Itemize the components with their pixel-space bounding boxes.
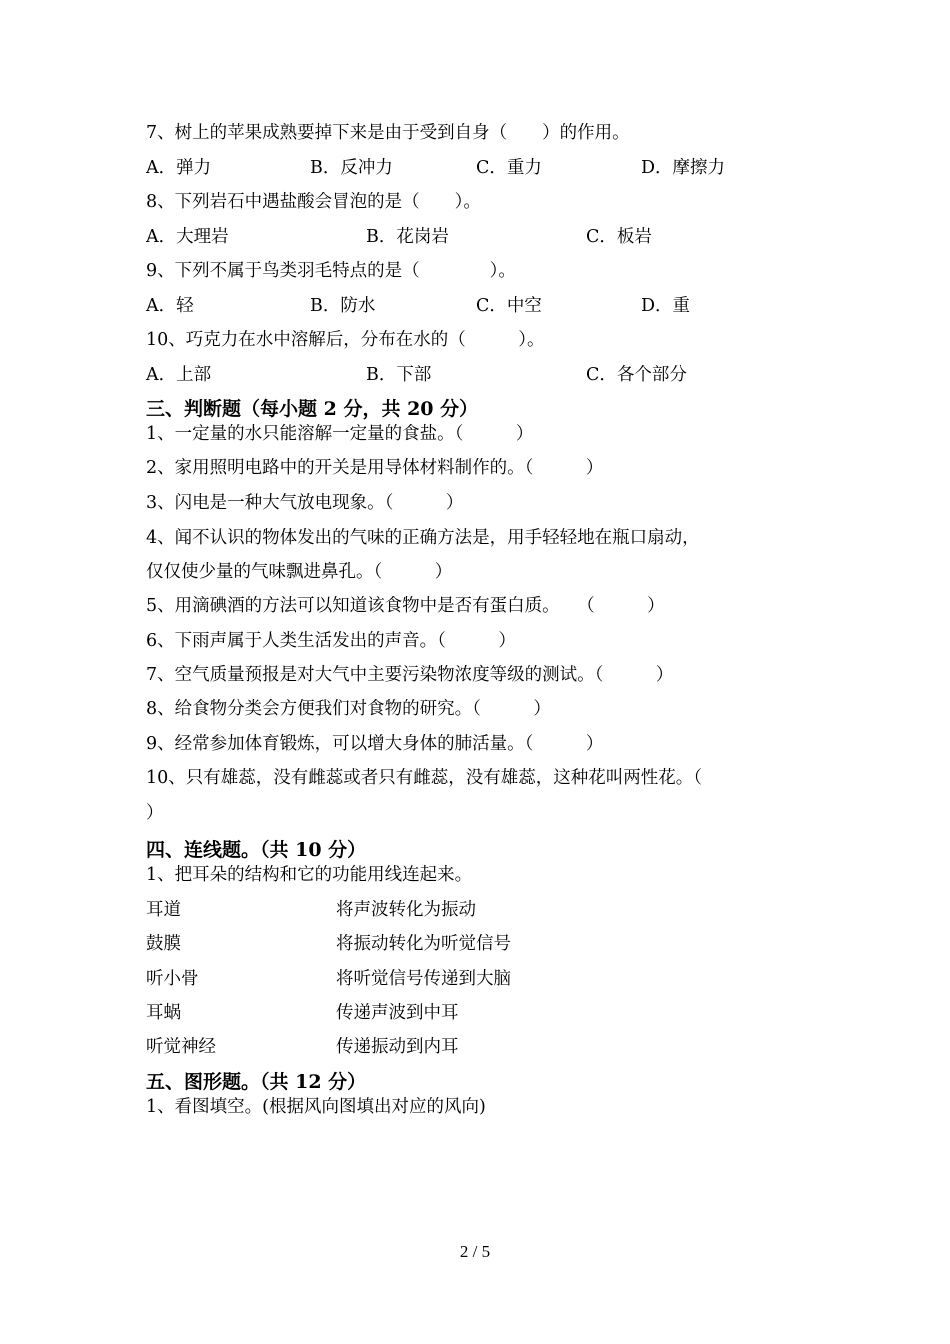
section-5-heading: 五、图形题。（共 12 分）: [146, 1071, 367, 1093]
matching-right-item: 传递振动到内耳: [336, 1037, 459, 1057]
question-7-option-d: D．摩擦力: [641, 158, 726, 178]
question-10-option-b: B．下部: [366, 365, 432, 385]
question-10-stem: 10、巧克力在水中溶解后，分布在水的（ ）。: [146, 330, 545, 350]
question-9-option-b: B．防水: [310, 296, 376, 316]
judge-item-1: 1、一定量的水只能溶解一定量的食盐。（ ）: [146, 424, 534, 444]
question-9-option-c: C．中空: [476, 296, 542, 316]
judge-item-9: 9、经常参加体育锻炼，可以增大身体的肺活量。（ ）: [146, 734, 604, 754]
judge-item-5: 5、用滴碘酒的方法可以知道该食物中是否有蛋白质。 （ ）: [146, 596, 665, 616]
question-7-option-b: B．反冲力: [310, 158, 393, 178]
section-4-heading: 四、连线题。（共 10 分）: [146, 839, 367, 861]
judge-item-4-line-2: 仅仅使少量的气味飘进鼻孔。（ ）: [146, 562, 453, 582]
question-7-option-a: A．弹力: [146, 158, 212, 178]
question-9-option-d: D．重: [641, 296, 691, 316]
matching-left-item: 听觉神经: [146, 1037, 216, 1057]
matching-right-item: 传递声波到中耳: [336, 1003, 459, 1023]
matching-left-item: 耳蜗: [146, 1003, 181, 1023]
matching-right-item: 将听觉信号传递到大脑: [336, 969, 511, 989]
section-3-heading: 三、判断题（每小题 2 分，共 20 分）: [146, 398, 479, 420]
matching-right-item: 将声波转化为振动: [336, 900, 476, 920]
matching-left-item: 听小骨: [146, 969, 199, 989]
question-10-option-c: C．各个部分: [586, 365, 687, 385]
judge-item-7: 7、空气质量预报是对大气中主要污染物浓度等级的测试。（ ）: [146, 665, 674, 685]
matching-right-item: 将振动转化为听觉信号: [336, 934, 511, 954]
question-8-option-a: A．大理岩: [146, 227, 229, 247]
judge-item-10-line-1: 10、只有雄蕊，没有雌蕊或者只有雌蕊，没有雄蕊，这种花叫两性花。（: [146, 768, 703, 788]
judge-item-10-line-2: ）: [146, 803, 164, 823]
question-10-option-a: A．上部: [146, 365, 212, 385]
question-8-option-c: C．板岩: [586, 227, 652, 247]
question-9-stem: 9、下列不属于鸟类羽毛特点的是（ ）。: [146, 261, 516, 281]
judge-item-4-line-1: 4、闻不认识的物体发出的气味的正确方法是，用手轻轻地在瓶口扇动，: [146, 528, 700, 548]
judge-item-8: 8、给食物分类会方便我们对食物的研究。（ ）: [146, 699, 551, 719]
question-8-option-b: B．花岗岩: [366, 227, 449, 247]
judge-item-2: 2、家用照明电路中的开关是用导体材料制作的。（ ）: [146, 458, 604, 478]
question-7-option-c: C．重力: [476, 158, 542, 178]
figure-question-instruction: 1、看图填空。(根据风向图填出对应的风向): [146, 1097, 486, 1117]
question-8-stem: 8、下列岩石中遇盐酸会冒泡的是（ ）。: [146, 192, 481, 212]
matching-left-item: 耳道: [146, 900, 181, 920]
question-9-option-a: A．轻: [146, 296, 194, 316]
question-7-stem: 7、树上的苹果成熟要掉下来是由于受到自身（ ）的作用。: [146, 123, 630, 143]
matching-instruction: 1、把耳朵的结构和它的功能用线连起来。: [146, 865, 473, 885]
page-number: 2 / 5: [459, 1242, 491, 1261]
judge-item-6: 6、下雨声属于人类生活发出的声音。（ ）: [146, 631, 516, 651]
matching-left-item: 鼓膜: [146, 934, 181, 954]
judge-item-3: 3、闪电是一种大气放电现象。（ ）: [146, 493, 464, 513]
